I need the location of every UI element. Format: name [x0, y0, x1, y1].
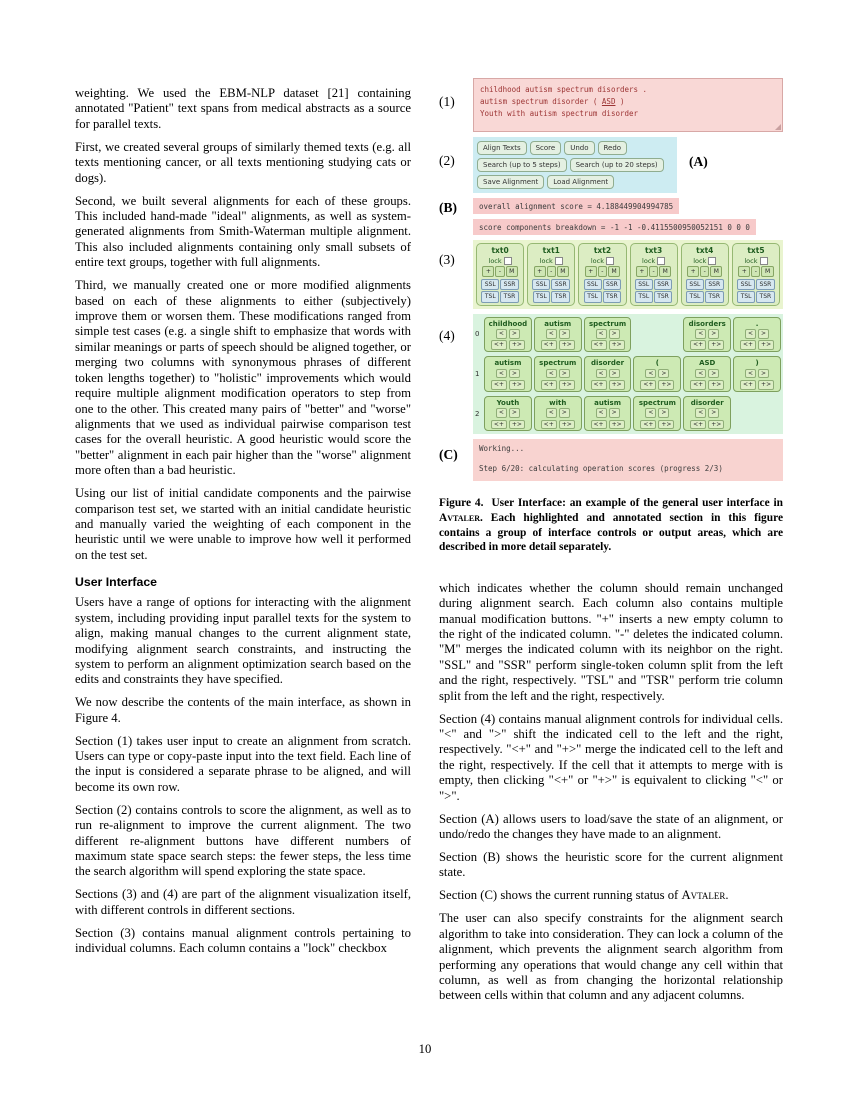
- paragraph: [439, 888, 783, 903]
- delete-column-button[interactable]: -: [751, 266, 760, 277]
- alignment-cell: [484, 317, 532, 353]
- row-index: 2: [475, 409, 480, 418]
- merge-left-button[interactable]: <+: [591, 340, 607, 350]
- merge-right-button[interactable]: +>: [658, 380, 674, 390]
- lock-checkbox[interactable]: [555, 257, 563, 265]
- redo-button[interactable]: Redo: [598, 141, 628, 155]
- figure-label-C: (C): [439, 447, 458, 463]
- column-op-row: [737, 291, 774, 302]
- shift-left-button[interactable]: <: [745, 369, 756, 379]
- column-op-row: [687, 266, 722, 277]
- figure-label-3: (3): [439, 252, 455, 267]
- tsl-button[interactable]: TSL: [481, 291, 499, 302]
- lock-label: lock: [642, 256, 656, 265]
- ssr-button[interactable]: SSR: [551, 279, 570, 290]
- merge-right-button[interactable]: +>: [509, 340, 525, 350]
- score-breakdown-text: score components breakdown = -1 -1 -0.4115500950052151 0 0 0: [473, 219, 756, 235]
- column-op-row: [686, 279, 724, 290]
- column-op-row: [636, 266, 671, 277]
- search-20-steps-button[interactable]: Search (up to 20 steps): [570, 158, 664, 172]
- asd-underlined-text: ASD: [601, 97, 616, 106]
- cell-word: (: [655, 359, 659, 368]
- tsl-button[interactable]: TSL: [686, 291, 704, 302]
- merge-left-button[interactable]: <+: [541, 340, 557, 350]
- shift-left-button[interactable]: <: [695, 408, 706, 418]
- section-heading-user-interface: User Interface: [75, 575, 158, 590]
- shift-right-button[interactable]: >: [609, 329, 620, 339]
- merge-left-button[interactable]: <+: [690, 380, 706, 390]
- search-5-steps-button[interactable]: Search (up to 5 steps): [477, 158, 567, 172]
- alignment-cell: [584, 356, 632, 392]
- alignment-cell: [534, 317, 582, 353]
- column-op-row: [534, 266, 569, 277]
- merge-right-button[interactable]: +>: [708, 340, 724, 350]
- delete-column-button[interactable]: -: [495, 266, 504, 277]
- shift-left-button[interactable]: <: [546, 329, 557, 339]
- paragraph: We now describe the contents of the main interface, as shown in Figure 4.: [75, 695, 411, 725]
- paragraph: The user can also specify constraints for the alignment search algorithm to take into consideration. They can lock a column of the alignment, which prevents the alignment search algorithm from performing any operations that would change any cell within that column, as well as from changing the horizontal relationship between cells within that column and any adjacent columns.: [439, 911, 783, 1003]
- paragraph: Section (3) contains manual alignment controls pertaining to individual columns. Each column contains a "lock" checkbox: [75, 925, 411, 956]
- figure-label-1: (1): [439, 94, 455, 109]
- column-op-row: [585, 266, 620, 277]
- shift-right-button[interactable]: >: [509, 408, 520, 418]
- figure-section-B: [439, 198, 783, 235]
- alignment-cell: [534, 396, 582, 432]
- input-line: [480, 96, 776, 108]
- merge-left-button[interactable]: <+: [591, 380, 607, 390]
- ssl-button[interactable]: SSL: [635, 279, 653, 290]
- app-name: Avtaler: [681, 888, 726, 903]
- input-line-part: ): [615, 97, 625, 106]
- paragraph-part: Section (C) shows the current running status of: [439, 888, 682, 903]
- figure-section-C: [439, 439, 783, 481]
- alignment-cell: [484, 396, 532, 432]
- alignment-cell: [683, 317, 731, 353]
- insert-column-button[interactable]: +: [534, 266, 546, 277]
- merge-left-button[interactable]: <+: [640, 420, 656, 430]
- merge-column-button[interactable]: M: [608, 266, 620, 277]
- caption-text: User Interface: an example of the general user interface in: [491, 497, 783, 510]
- figure-section-2: [439, 137, 783, 193]
- column-op-row: [635, 291, 672, 302]
- lock-checkbox[interactable]: [657, 257, 665, 265]
- ssl-button[interactable]: SSL: [584, 279, 602, 290]
- caption-tag: Figure 4.: [439, 497, 484, 510]
- merge-column-button[interactable]: M: [710, 266, 722, 277]
- merge-right-button[interactable]: +>: [658, 420, 674, 430]
- column-op-row: [482, 266, 517, 277]
- alignment-row: [475, 317, 781, 353]
- tsr-button[interactable]: TSR: [654, 291, 673, 302]
- status-working-text: Working...: [479, 444, 525, 454]
- paragraph: Section (4) contains manual alignment controls for individual cells. "<" and ">" shift the indicated cell to the left and the right, respectively. "<+" and "+>" merge the indicated cell to the left and the right, respectively. If the cell that it attempts to merge with is empty, then clicking "<+" or "+>" is equivalent to clicking "<" or ">".: [439, 711, 783, 803]
- merge-right-button[interactable]: +>: [609, 380, 625, 390]
- shift-right-button[interactable]: >: [559, 329, 570, 339]
- ssl-button[interactable]: SSL: [686, 279, 704, 290]
- score-output-area: [473, 198, 783, 235]
- merge-column-button[interactable]: M: [557, 266, 569, 277]
- figure-label-B: (B): [439, 200, 457, 215]
- figure-section-4: [439, 314, 783, 435]
- shift-left-button[interactable]: <: [596, 369, 607, 379]
- shift-left-button[interactable]: <: [596, 329, 607, 339]
- merge-right-button[interactable]: +>: [509, 380, 525, 390]
- lock-row: [489, 257, 512, 265]
- figure-section-3: [439, 240, 783, 309]
- merge-left-button[interactable]: <+: [640, 380, 656, 390]
- tsr-button[interactable]: TSR: [500, 291, 519, 302]
- merge-left-button[interactable]: <+: [491, 340, 507, 350]
- column-op-row: [737, 279, 775, 290]
- shift-right-button[interactable]: >: [559, 408, 570, 418]
- delete-column-button[interactable]: -: [649, 266, 658, 277]
- cell-word: autism: [494, 359, 522, 368]
- lock-row: [642, 257, 665, 265]
- status-output-area: [473, 439, 783, 481]
- column-name: txt5: [747, 246, 765, 255]
- input-line-part: autism spectrum disorder (: [480, 97, 602, 106]
- column-op-row: [686, 291, 723, 302]
- alignment-cell: [633, 396, 681, 432]
- row-index: 1: [475, 369, 480, 378]
- paragraph: Sections (3) and (4) are part of the alignment visualization itself, with different controls in different sections.: [75, 887, 411, 917]
- cell-word: autism: [594, 398, 622, 407]
- tsr-button[interactable]: TSR: [551, 291, 570, 302]
- shift-right-button[interactable]: >: [559, 369, 570, 379]
- paragraph: Section (1) takes user input to create an alignment from scratch. Users can type or copy-paste input into the text field. Each line of the input is considered a separate phrase to be aligned, and will become its own row.: [75, 733, 411, 794]
- column-op-row: [635, 279, 673, 290]
- ssr-button[interactable]: SSR: [500, 279, 519, 290]
- delete-column-button[interactable]: -: [547, 266, 556, 277]
- alignment-cell: [534, 356, 582, 392]
- row-index: 0: [475, 330, 480, 339]
- merge-left-button[interactable]: <+: [491, 420, 507, 430]
- shift-right-button[interactable]: >: [658, 408, 669, 418]
- alignment-cell: [584, 317, 632, 353]
- paragraph: which indicates whether the column should remain unchanged during alignment search. Each column also contains multiple manual modification buttons. "+" inserts a new empty column to the right of the indicated column. "-" deletes the indicated column. "M" merges the indicated column with its neighbor on the right. "SSL" and "SSR" perform single-token column split from the left and the right, respectively. "TSL" and "TSR" perform trie column split from the left and the right, respectively.: [439, 580, 783, 703]
- insert-column-button[interactable]: +: [687, 266, 699, 277]
- delete-column-button[interactable]: -: [598, 266, 607, 277]
- load-alignment-button[interactable]: Load Alignment: [547, 175, 614, 189]
- merge-right-button[interactable]: +>: [609, 420, 625, 430]
- column-name: txt0: [491, 246, 509, 255]
- shift-right-button[interactable]: >: [708, 329, 719, 339]
- input-line: childhood autism spectrum disorders .: [480, 85, 648, 94]
- shift-right-button[interactable]: >: [708, 408, 719, 418]
- tsl-button[interactable]: TSL: [584, 291, 602, 302]
- merge-column-button[interactable]: M: [761, 266, 773, 277]
- alignment-cell: [683, 356, 731, 392]
- shift-right-button[interactable]: >: [609, 369, 620, 379]
- input-textarea[interactable]: [473, 78, 783, 132]
- ssr-button[interactable]: SSR: [756, 279, 775, 290]
- tsl-button[interactable]: TSL: [635, 291, 653, 302]
- shift-left-button[interactable]: <: [745, 329, 756, 339]
- page-number: 10: [418, 1042, 432, 1056]
- shift-right-button[interactable]: >: [509, 369, 520, 379]
- save-alignment-button[interactable]: Save Alignment: [477, 175, 544, 189]
- column-op-row: [532, 279, 570, 290]
- score-button[interactable]: Score: [530, 141, 562, 155]
- shift-right-button[interactable]: >: [658, 369, 669, 379]
- column-controls-txt0: [476, 243, 524, 306]
- cell-word: spectrum: [539, 359, 577, 368]
- lock-checkbox[interactable]: [606, 257, 614, 265]
- cell-word: spectrum: [588, 319, 627, 328]
- tsr-button[interactable]: TSR: [705, 291, 724, 302]
- shift-right-button[interactable]: >: [758, 329, 769, 339]
- shift-left-button[interactable]: <: [496, 369, 507, 379]
- alignment-row: [475, 356, 781, 392]
- merge-left-button[interactable]: <+: [690, 420, 706, 430]
- column-op-row: [584, 291, 621, 302]
- alignment-row: [475, 396, 781, 432]
- controls-panel: [473, 137, 677, 193]
- cell-word: disorder: [591, 359, 625, 368]
- button-row: [477, 158, 673, 172]
- paragraph: First, we created several groups of similarly themed texts (e.g. all texts mentioning cancer, or all texts mentioning studying cats or dogs).: [75, 139, 411, 185]
- merge-right-button[interactable]: +>: [708, 380, 724, 390]
- left-column: [75, 86, 411, 964]
- cell-word: childhood: [488, 319, 528, 328]
- column-controls-txt1: [527, 243, 575, 306]
- column-controls-panel: [473, 240, 783, 309]
- shift-left-button[interactable]: <: [546, 369, 557, 379]
- lock-label: lock: [744, 256, 758, 265]
- paragraph: Section (B) shows the heuristic score for the current alignment state.: [439, 849, 783, 880]
- lock-label: lock: [539, 256, 553, 265]
- tsl-button[interactable]: TSL: [533, 291, 551, 302]
- column-op-row: [738, 266, 773, 277]
- insert-column-button[interactable]: +: [738, 266, 750, 277]
- button-row: [477, 141, 673, 155]
- tsl-button[interactable]: TSL: [737, 291, 755, 302]
- column-op-row: [481, 291, 518, 302]
- ssr-button[interactable]: SSR: [705, 279, 724, 290]
- tsr-button[interactable]: TSR: [756, 291, 775, 302]
- figure-4-screenshot: [439, 78, 783, 486]
- cell-word: ASD: [699, 359, 716, 368]
- delete-column-button[interactable]: -: [700, 266, 709, 277]
- merge-left-button[interactable]: <+: [541, 380, 557, 390]
- overall-score-text: overall alignment score = 4.188449904994785: [473, 198, 679, 214]
- cell-word: .: [755, 319, 759, 328]
- column-controls-txt2: [578, 243, 626, 306]
- shift-left-button[interactable]: <: [546, 408, 557, 418]
- ssl-button[interactable]: SSL: [737, 279, 755, 290]
- shift-left-button[interactable]: <: [496, 329, 507, 339]
- merge-right-button[interactable]: +>: [708, 420, 724, 430]
- column-controls-txt3: [630, 243, 678, 306]
- column-controls-txt5: [732, 243, 780, 306]
- ssr-button[interactable]: SSR: [654, 279, 673, 290]
- column-name: txt4: [696, 246, 714, 255]
- paragraph: Second, we built several alignments for each of these groups. This included hand-made "ideal" alignments, as well as system-generated alignments from Smith-Waterman multiple alignment. This also included alignments containing only small subsets of entire text groups, together with full alignments.: [75, 193, 411, 270]
- merge-column-button[interactable]: M: [659, 266, 671, 277]
- merge-right-button[interactable]: +>: [559, 380, 575, 390]
- column-name: txt1: [542, 246, 560, 255]
- tsr-button[interactable]: TSR: [603, 291, 622, 302]
- lock-checkbox[interactable]: [760, 257, 768, 265]
- merge-left-button[interactable]: <+: [740, 340, 756, 350]
- alignment-cell: [633, 356, 681, 392]
- lock-checkbox[interactable]: [504, 257, 512, 265]
- alignment-cell: [733, 317, 781, 353]
- merge-left-button[interactable]: <+: [690, 340, 706, 350]
- column-name: txt2: [593, 246, 612, 255]
- column-op-row: [533, 291, 570, 302]
- app-name: Avtaler: [439, 511, 480, 524]
- lock-label: lock: [693, 256, 707, 265]
- shift-left-button[interactable]: <: [645, 369, 656, 379]
- shift-left-button[interactable]: <: [695, 329, 706, 339]
- lock-row: [591, 257, 614, 265]
- insert-column-button[interactable]: +: [482, 266, 494, 277]
- lock-row: [744, 257, 767, 265]
- merge-right-button[interactable]: +>: [559, 340, 575, 350]
- status-step-text: Step 6/20: calculating operation scores (progress 2/3): [479, 464, 723, 474]
- alignment-grid: [473, 314, 783, 435]
- lock-label: lock: [488, 256, 502, 265]
- paragraph: Third, we manually created one or more modified alignments based on each of these alignments to either (subjectively) improve them or worsen them. These modifications ranged from simple test cases (e.g. a single shift to emphasize that words with similar meanings or parts of speech should be aligned together, or merging two columns with synonymous phrases of different token lengths together) to "holistic" improvements which would require multiple alignment modification operators to step from one to the other. This created many pairs of "better" and "worse" alignments that we used as individual pairwise comparison test cases for the overall heuristic. A good heuristic would score the "better" alignment in each pair higher than the "worse" alignment more often than a bad heuristic.: [75, 278, 411, 478]
- caption-text: . Each highlighted and annotated section in this figure contains a group of interface controls or output areas, which are described in more detail separately.: [439, 511, 783, 554]
- alignment-cell: [584, 396, 632, 432]
- merge-right-button[interactable]: +>: [509, 420, 525, 430]
- figure-label-4: (4): [439, 327, 455, 343]
- paragraph-part: .: [725, 888, 729, 903]
- input-line: Youth with autism spectrum disorder: [480, 109, 639, 118]
- ssl-button[interactable]: SSL: [481, 279, 499, 290]
- column-name: txt3: [644, 246, 663, 255]
- lock-checkbox[interactable]: [708, 257, 716, 265]
- right-column: [439, 78, 783, 1011]
- merge-right-button[interactable]: +>: [758, 340, 774, 350]
- paragraph: Using our list of initial candidate components and the pairwise comparison test set, we started with an initial candidate heuristic and manually varied the weighting of each component in the heuristic until we were unable to improve how well it performed on the test set.: [75, 486, 411, 562]
- merge-right-button[interactable]: +>: [559, 420, 575, 430]
- column-op-row: [584, 279, 622, 290]
- paragraph: weighting. We used the EBM-NLP dataset [21] containing annotated "Patient" text spans from medical abstracts as a source for parallel texts.: [75, 86, 411, 131]
- shift-left-button[interactable]: <: [496, 408, 507, 418]
- ssr-button[interactable]: SSR: [603, 279, 622, 290]
- merge-left-button[interactable]: <+: [541, 420, 557, 430]
- merge-left-button[interactable]: <+: [591, 420, 607, 430]
- cell-word: disorder: [690, 398, 724, 407]
- align-texts-button[interactable]: Align Texts: [477, 141, 527, 155]
- column-op-row: [481, 279, 519, 290]
- button-row: [477, 175, 673, 189]
- insert-column-button[interactable]: +: [636, 266, 648, 277]
- undo-button[interactable]: Undo: [564, 141, 594, 155]
- cell-word: disorders: [688, 319, 726, 328]
- figure-label-2: (2): [439, 153, 455, 168]
- alignment-cell: [484, 356, 532, 392]
- lock-row: [693, 257, 716, 265]
- lock-label: lock: [590, 256, 604, 265]
- paragraph: Section (A) allows users to load/save the state of an alignment, or undo/redo the changes they have made to an alignment.: [439, 811, 783, 842]
- merge-left-button[interactable]: <+: [491, 380, 507, 390]
- shift-left-button[interactable]: <: [645, 408, 656, 418]
- cell-word: autism: [544, 319, 572, 328]
- paragraph: Section (2) contains controls to score the alignment, as well as to run re-alignment to improve the current alignment. The two different re-alignment buttons have different numbers of maximum state space search steps: the fewer steps, the less time the search algorithm will spend exploring the state space.: [75, 802, 411, 879]
- ssl-button[interactable]: SSL: [532, 279, 550, 290]
- shift-right-button[interactable]: >: [609, 408, 620, 418]
- cell-word: Youth: [496, 398, 520, 407]
- figure-label-A: (A): [689, 154, 708, 169]
- merge-left-button[interactable]: <+: [740, 380, 756, 390]
- merge-right-button[interactable]: +>: [758, 380, 774, 390]
- shift-right-button[interactable]: >: [708, 369, 719, 379]
- alignment-cell: [683, 396, 731, 432]
- cell-word: spectrum: [638, 398, 676, 407]
- paragraph: Users have a range of options for interacting with the alignment system, including providing input parallel texts for the system to align, making manual changes to the current alignment state, modifying alignment search constraints, and instructing the system to perform an alignment optimization search based on the edits and constraints they have specified.: [75, 595, 411, 687]
- textarea-resize-handle-icon[interactable]: [775, 124, 781, 130]
- lock-row: [540, 257, 563, 265]
- cell-word: ): [755, 359, 759, 368]
- column-controls-txt4: [681, 243, 729, 306]
- shift-left-button[interactable]: <: [695, 369, 706, 379]
- merge-right-button[interactable]: +>: [609, 340, 625, 350]
- merge-column-button[interactable]: M: [506, 266, 518, 277]
- shift-right-button[interactable]: >: [509, 329, 520, 339]
- shift-left-button[interactable]: <: [596, 408, 607, 418]
- alignment-cell: [733, 356, 781, 392]
- figure-caption: [439, 496, 783, 554]
- insert-column-button[interactable]: +: [585, 266, 597, 277]
- figure-section-1: [439, 78, 783, 132]
- shift-right-button[interactable]: >: [758, 369, 769, 379]
- cell-word: with: [549, 398, 567, 407]
